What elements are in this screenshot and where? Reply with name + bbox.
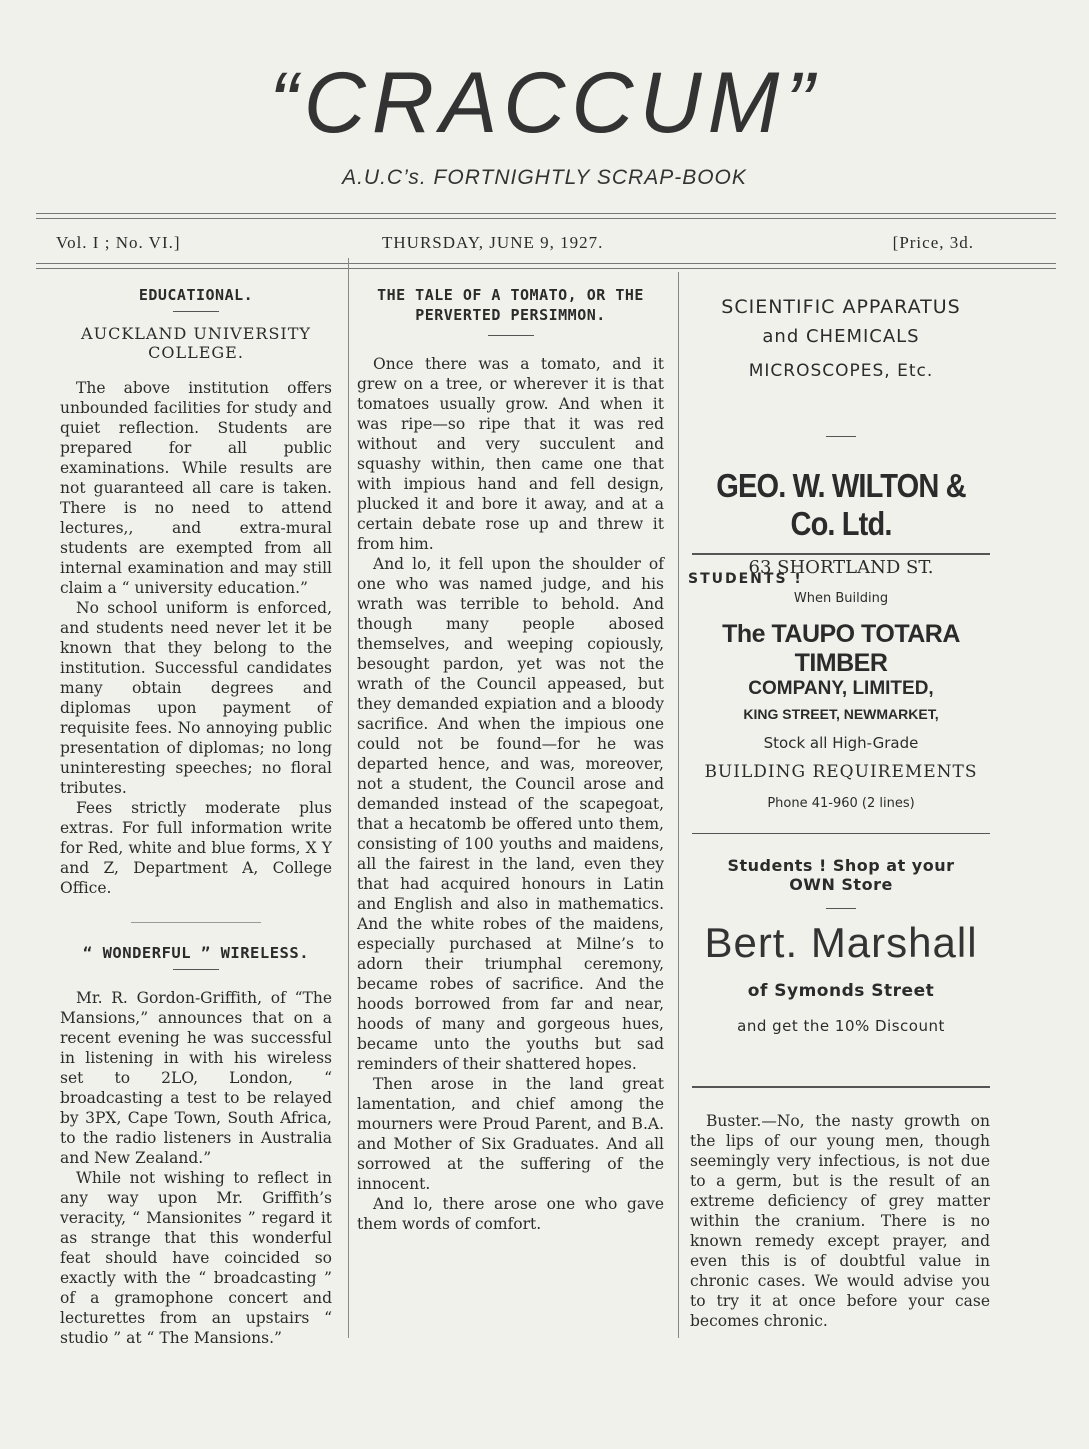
issue-date: THURSDAY, JUNE 9, 1927. — [382, 233, 604, 252]
column-educational — [60, 285, 332, 1348]
ad-divider — [692, 1086, 990, 1088]
timber-when-building: When Building — [793, 591, 889, 606]
ad-divider — [692, 833, 990, 834]
wilton-advertisement — [688, 292, 994, 578]
tomato-paragraph: And lo, it fell upon the shoulder of one who was named judge, and his wrath was terrible to behold. And though many people abosed themselves, and weeping copiously, besought pardon, yet was not the wrath of the Council appeased, but they demanded expiation and a bloody sacrifice. And when the impious one could not be found—for he was departed hence, and was, moreover, not a student, the Council arose and demanded instead of the scapegoat, that a hecatomb be offered unto them, consisting of 100 youths and maidens, all the fairest in the land, even they that had acquired honours in Latin and English and also in mathematics. And the white robes of the maidens, especially purchased at Milne’s to adorn their triumphal ceremony, became robes of sacrifice. And the hoods borrowed from far and near, hoods of many and gorgeous hues, became unto the youths but sad reminders of their shattered hopes. — [357, 555, 664, 1073]
masthead-title: “CRACCUM” — [269, 55, 820, 151]
tomato-paragraph: And lo, there arose one who gave them words of comfort. — [357, 1195, 664, 1233]
timber-advertisement — [688, 571, 994, 811]
timber-phone: Phone 41-960 (2 lines) — [767, 796, 915, 811]
wilton-address: 63 SHORTLAND ST. — [748, 557, 934, 578]
wilton-company-name: GEO. W. WILTON & Co. Ltd. — [716, 467, 966, 542]
short-rule — [173, 311, 219, 312]
educational-heading: EDUCATIONAL. — [138, 286, 254, 304]
column-tomato-tale — [357, 285, 664, 1234]
wireless-paragraph: Mr. R. Gordon-Griffith, of “The Mansions,” announces that on a recent evening he was successful in listening in with his wireless set to 2LO, London, “ broadcasting a test to be relayed by 3PX, Cape Town, South Africa, to the radio listeners in Australia and New Zealand.” — [60, 989, 332, 1167]
wilton-line-2: and CHEMICALS — [762, 326, 920, 347]
header-rule-2 — [36, 268, 1056, 269]
issue-price: [Price, 3d. — [892, 233, 974, 252]
masthead — [0, 55, 1089, 190]
timber-street: KING STREET, NEWMARKET, — [743, 706, 939, 722]
educational-paragraph: No school uniform is enforced, and students need never let it be known that they belong to the institution. Successful candidates many obtain degrees and diplomas upon payment of requisite fees. No annoying public presentation of diplomas; no long uninteresting speeches; no floral tributes. — [60, 599, 332, 797]
marshall-line-2: OWN Store — [789, 875, 893, 894]
section-divider — [131, 922, 261, 923]
marshall-discount: and get the 10% Discount — [737, 1017, 945, 1035]
column-divider-1 — [348, 258, 349, 1338]
issue-volume: Vol. I ; No. VI.] — [56, 233, 181, 252]
short-rule — [826, 908, 856, 909]
top-rule-2 — [36, 218, 1056, 219]
header-rule — [36, 263, 1056, 264]
auckland-university-subheading: AUCKLAND UNIVERSITY COLLEGE. — [81, 324, 311, 362]
wilton-line-3: MICROSCOPES, Etc. — [748, 361, 934, 381]
masthead-subtitle: A.U.C’s. FORTNIGHTLY SCRAP-BOOK — [342, 166, 747, 189]
educational-paragraph: The above institution offers unbounded facilities for study and quiet reflection. Students are prepared for all public examinations. While results are not guaranteed all care is taken. There is no need to attend lectures,, and extra-mural students are exempted from all internal examination and may still claim a “ university education.” — [60, 379, 332, 597]
buster-paragraph: Buster.—No, the nasty growth on the lips of our young men, though seemingly very infectious, is not due to a germ, but is the result of an extreme deficiency of grey matter within the cranium. There is no known remedy except prayer, and even this is of doubtful value in chronic cases. We would advise you to try it at once before your case becomes chronic. — [690, 1112, 990, 1330]
short-rule — [173, 969, 219, 970]
wireless-heading: “ WONDERFUL ” WIRELESS. — [82, 944, 310, 962]
tomato-paragraph: Once there was a tomato, and it grew on a tree, or wherever it is that tomatoes usually grow. And when it was ripe—so ripe that it was red without and very succulent and squashy within, then came one that with impious hand and fell design, plucked it and bore it away, and at a certain debate rose up and threw it from him. — [357, 355, 664, 553]
top-rule — [36, 213, 1056, 214]
timber-students: STUDENTS ! — [688, 571, 803, 587]
marshall-street: of Symonds Street — [747, 981, 935, 1001]
timber-stock: Stock all High-Grade — [763, 734, 919, 752]
timber-requirements: BUILDING REQUIREMENTS — [704, 762, 978, 782]
short-rule — [488, 335, 534, 336]
wireless-paragraph: While not wishing to reflect in any way upon Mr. Griffith’s veracity, “ Mansionites ” regard it as strange that this wonderful feat should have coincided so exactly with the “ broadcasting ” of a gramophone concert and lecturettes from an upstairs “ studio ” at “ The Mansions.” — [60, 1169, 332, 1347]
tomato-paragraph: Then arose in the land great lamentation, and chief among the mourners were Proud Parent, and B.A. and Mother of Six Graduates. And all sorrowed at the suffering of the innocent. — [357, 1075, 664, 1193]
wilton-line-1: SCIENTIFIC APPARATUS — [721, 296, 961, 318]
short-rule — [826, 436, 856, 437]
issue-bar — [56, 233, 974, 259]
marshall-line-1: Students ! Shop at your — [727, 856, 955, 875]
ad-divider — [692, 553, 990, 555]
educational-paragraph: Fees strictly moderate plus extras. For full information write for Red, white and blue forms, X Y and Z, Department A, College Office. — [60, 799, 332, 897]
timber-company-name: The TAUPO TOTARA TIMBER — [722, 620, 960, 677]
tomato-tale-heading: THE TALE OF A TOMATO, OR THE PERVERTED PERSIMMON. — [377, 286, 644, 324]
column-divider-2 — [678, 272, 679, 1338]
buster-note — [690, 1111, 990, 1331]
marshall-name: Bert. Marshall — [704, 919, 978, 966]
marshall-advertisement — [688, 856, 994, 1035]
timber-company-limited: COMPANY, LIMITED, — [748, 678, 934, 699]
